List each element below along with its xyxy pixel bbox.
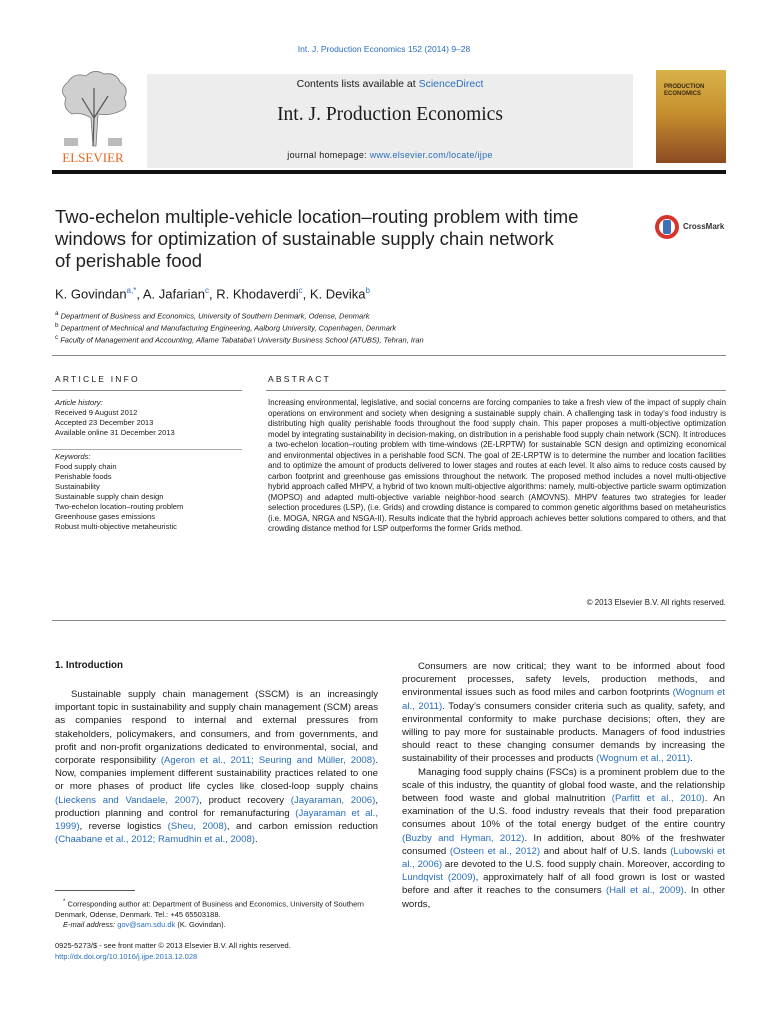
paper-title bbox=[55, 206, 625, 272]
title-line: of perishable food bbox=[55, 250, 203, 271]
affiliation-divider bbox=[52, 355, 726, 356]
article-history bbox=[55, 398, 245, 438]
history-received: Received 9 August 2012 bbox=[55, 408, 138, 417]
footnote-divider bbox=[55, 890, 135, 891]
keyword: Greenhouse gases emissions bbox=[55, 512, 156, 521]
email-label: E-mail address: bbox=[63, 919, 118, 929]
citation-link[interactable]: (Jayaraman et al., 1999) bbox=[55, 807, 378, 833]
body-text: , approximately half of all food grown is lost or wasted before and after it reaches to the consumers bbox=[402, 872, 725, 897]
citation-link[interactable]: (Parfitt et al., 2010) bbox=[611, 793, 705, 805]
author-affiliation-mark[interactable]: a,* bbox=[126, 286, 137, 295]
footnote-mark: * bbox=[63, 898, 66, 905]
author-affiliation-mark[interactable]: c bbox=[205, 286, 210, 295]
body-paragraph bbox=[402, 660, 725, 766]
author-list bbox=[55, 286, 675, 301]
body-text: Consumers are now critical; they want to be informed about food procurement processes, safety levels, production methods, and environmental issues such as food miles and carbon footprints bbox=[402, 661, 725, 699]
abstract-copyright: © 2013 Elsevier B.V. All rights reserved. bbox=[586, 598, 726, 607]
affiliation-mark: c bbox=[55, 334, 59, 341]
author-name[interactable]: A. Jafarian bbox=[142, 286, 206, 302]
publisher-wordmark: ELSEVIER bbox=[62, 150, 124, 164]
citation-link[interactable]: (Lubowski et al., 2006) bbox=[402, 845, 726, 871]
body-text: . bbox=[690, 753, 693, 765]
body-text: , product recovery bbox=[199, 794, 291, 806]
abstract-heading: ABSTRACT bbox=[268, 374, 331, 384]
citation-link[interactable]: (Hall et al., 2009) bbox=[605, 885, 684, 897]
body-text: . In addition, about 80% of the freshwater consumed bbox=[402, 832, 725, 857]
body-text: Sustainable supply chain management (SSCM) is an increasingly important topic in sustainability and supply chain management (SCM) areas as companies respond to internal and external pressures from stakeholders, policymakers, and consumers, and from governments, and profit and non-profit organizations dedicated to environmental, social, and corporate responsibility bbox=[55, 689, 378, 767]
citation-link[interactable]: (Ageron et al., 2011; Seuring and Müller, 2008) bbox=[160, 755, 376, 767]
journal-citation-link[interactable]: Int. J. Production Economics 152 (2014) 9–28 bbox=[297, 44, 471, 54]
contents-prefix: Contents lists available at bbox=[296, 78, 419, 90]
body-text: . bbox=[255, 834, 258, 846]
keyword: Perishable foods bbox=[55, 472, 112, 481]
journal-homepage-link[interactable]: www.elsevier.com/locate/ijpe bbox=[369, 150, 493, 160]
body-text: , production planning and control for remanufacturing bbox=[55, 794, 378, 819]
body-text: , reverse logistics bbox=[79, 821, 168, 833]
body-text: . In other words, bbox=[402, 885, 725, 910]
elsevier-tree-icon bbox=[52, 68, 134, 164]
body-text: . Now, companies implement different sustainability practices related to one or more phases of product life cycles like closed-loop supply chains bbox=[55, 755, 378, 793]
keyword: Sustainability bbox=[55, 482, 100, 491]
citation-link[interactable]: Lundqvist (2009) bbox=[402, 872, 476, 884]
body-text: . Today’s consumers consider criteria such as quality, safety, and environmental conformity to make purchase decisions; often, they are willing to pay more for sustainable products. Managers of food industries should react to these changing consumer demands by increasing the sustainability of their processes and products bbox=[402, 700, 725, 765]
header-divider bbox=[52, 170, 726, 174]
author-affiliation-mark[interactable]: b bbox=[365, 286, 370, 295]
citation-link[interactable]: (Osteen et al., 2012) bbox=[449, 845, 541, 857]
footnote-text: Corresponding author at: Department of Business and Economics, University of Southern Denmark, Odense, Denmark. Tel.: +45 65503188. bbox=[55, 899, 364, 919]
affiliation-mark: a bbox=[55, 310, 59, 317]
crossmark-label: CrossMark bbox=[683, 222, 725, 231]
body-paragraph bbox=[402, 766, 725, 911]
cover-title-line-2: ECONOMICS bbox=[664, 91, 702, 97]
email-suffix: (K. Govindan). bbox=[175, 919, 226, 929]
article-info-divider bbox=[52, 390, 242, 391]
body-column-left bbox=[55, 688, 378, 846]
citation-link[interactable]: (Wognum et al., 2011) bbox=[596, 753, 691, 765]
history-online: Available online 31 December 2013 bbox=[55, 428, 175, 437]
author-separator: , bbox=[302, 286, 310, 302]
citation-link[interactable]: (Wognum et al., 2011) bbox=[402, 687, 726, 712]
history-label: Article history: bbox=[55, 398, 103, 407]
author-separator: , bbox=[209, 286, 217, 302]
keywords-label: Keywords: bbox=[55, 452, 91, 461]
abstract-text: Increasing environmental, legislative, and social concerns are forcing companies to take a fresh view of the impact of supply chain operations on environment and society when designing a sustainable supply chain. A challenging task in today’s food industry is distributing high quality perishable foods throughout the food supply chain. This paper proposes a multi-objective optimization model by integrating sustainability in decision-making, on distribution in a perishable food supply chain network (SCN). It introduces a two-echelon location–routing problem with time-windows (2E-LRPTW) for sustainable SCN design and optimizing economical and environmental objectives in a perishable food SCN. The goal of 2E-LRPTW is to determine the number and location facilities and to optimize the amount of products delivered to lower stages and routes at each level. It also aims to reduce costs caused by carbon footprint and greenhouse gas emissions throughout the network. The proposed method includes a novel multi-objective hybrid approach called MHPV, a hybrid of two known multi-objective algorithms: namely, multi-objective particle swarm optimization (MOPSO) and adapted multi-objective variable neighbor-hood search (AMOVNS). MHPV features two strategies for leader selection procedures (LSP), (i.e. Grids) and crowding distance is compared to common genetic algorithms based on metaheuristics (i.e. MOGA, NRGA and NSGA-II). Results indicate that the hybrid approach achieves better solutions compared to others, and that crowding distance method for LSP outperforms the former Grids method. bbox=[268, 398, 726, 533]
author-separator: , bbox=[136, 286, 143, 302]
citation-link[interactable]: (Jayaraman, 2006) bbox=[290, 794, 376, 806]
journal-cover-image bbox=[656, 70, 726, 163]
cover-title-line-1: PRODUCTION bbox=[664, 84, 705, 90]
contents-line bbox=[147, 78, 633, 90]
author-name[interactable]: K. Govindan bbox=[55, 286, 127, 302]
section-heading-introduction: 1. Introduction bbox=[55, 660, 124, 671]
article-info-heading: ARTICLE INFO bbox=[55, 374, 140, 384]
body-text: and about half of U.S. lands bbox=[540, 845, 671, 857]
body-paragraph bbox=[55, 688, 378, 846]
body-text: . An examination of the U.S. food industry reveals that their food preparation consumes about 10% of the total energy budget of the entire country bbox=[402, 793, 725, 831]
affiliation-b bbox=[55, 322, 396, 333]
citation-link[interactable]: (Chaabane et al., 2012; Ramudhin et al., 2008) bbox=[55, 834, 256, 846]
affiliation-mark: b bbox=[55, 322, 59, 329]
keyword: Robust multi-objective metaheuristic bbox=[55, 522, 177, 531]
citation-link[interactable]: (Sheu, 2008) bbox=[167, 821, 227, 833]
affiliation-a bbox=[55, 310, 369, 321]
body-text: are devoted to the U.S. food supply chain. Moreover, according to bbox=[442, 859, 725, 871]
crossmark-button[interactable] bbox=[654, 212, 728, 242]
body-text: , and carbon emission reduction bbox=[226, 821, 378, 833]
body-text: Managing food supply chains (FSCs) is a prominent problem due to the scale of this industry, the quantity of global food waste, and the relationship between food waste and global malnutrition bbox=[402, 766, 725, 805]
elsevier-logo bbox=[52, 68, 134, 164]
keyword: Sustainable supply chain design bbox=[55, 492, 164, 501]
keywords-divider bbox=[52, 449, 242, 450]
abstract-divider bbox=[266, 390, 726, 391]
journal-title: Int. J. Production Economics bbox=[277, 104, 503, 125]
author-name[interactable]: R. Khodaverdi bbox=[216, 286, 299, 302]
history-accepted: Accepted 23 December 2013 bbox=[55, 418, 154, 427]
citation-link[interactable]: (Lieckens and Vandaele, 2007) bbox=[55, 794, 200, 806]
keyword: Food supply chain bbox=[55, 462, 117, 471]
homepage-prefix: journal homepage: bbox=[287, 150, 370, 160]
sciencedirect-link[interactable]: ScienceDirect bbox=[418, 78, 484, 90]
author-affiliation-mark[interactable]: c bbox=[298, 286, 303, 295]
affiliation-c bbox=[55, 334, 424, 345]
journal-header bbox=[147, 74, 633, 168]
affiliation-text: Department of Mechnical and Manufacturing Engineering, Aalborg University, Copenhagen, Denmark bbox=[58, 323, 397, 333]
doi-link[interactable]: http://dx.doi.org/10.1016/j.ijpe.2013.12.028 bbox=[55, 952, 198, 961]
citation-link[interactable]: (Buzby and Hyman, 2012) bbox=[402, 832, 525, 844]
title-line: Two-echelon multiple-vehicle location–routing problem with time bbox=[55, 206, 579, 227]
author-name[interactable]: K. Devika bbox=[309, 286, 366, 302]
keyword: Two-echelon location–routing problem bbox=[55, 502, 184, 511]
journal-homepage-line bbox=[147, 150, 633, 160]
corresponding-author-footnote bbox=[55, 897, 375, 930]
affiliation-text: Faculty of Management and Accounting, Allame Tabataba’i University Business School (ATUBS), Tehran, Iran bbox=[58, 335, 424, 345]
issn-line: 0925-5273/$ - see front matter © 2013 Elsevier B.V. All rights reserved. bbox=[55, 941, 291, 950]
author-email-link[interactable]: gov@sam.sdu.dk bbox=[117, 919, 176, 929]
publication-info bbox=[55, 940, 375, 962]
body-column-right bbox=[402, 660, 725, 911]
title-line: windows for optimization of sustainable supply chain network bbox=[55, 228, 554, 249]
abstract-bottom-divider bbox=[52, 620, 726, 621]
keywords-list bbox=[55, 452, 245, 532]
affiliation-text: Department of Business and Economics, University of Southern Denmark, Odense, Denmark bbox=[58, 311, 370, 321]
